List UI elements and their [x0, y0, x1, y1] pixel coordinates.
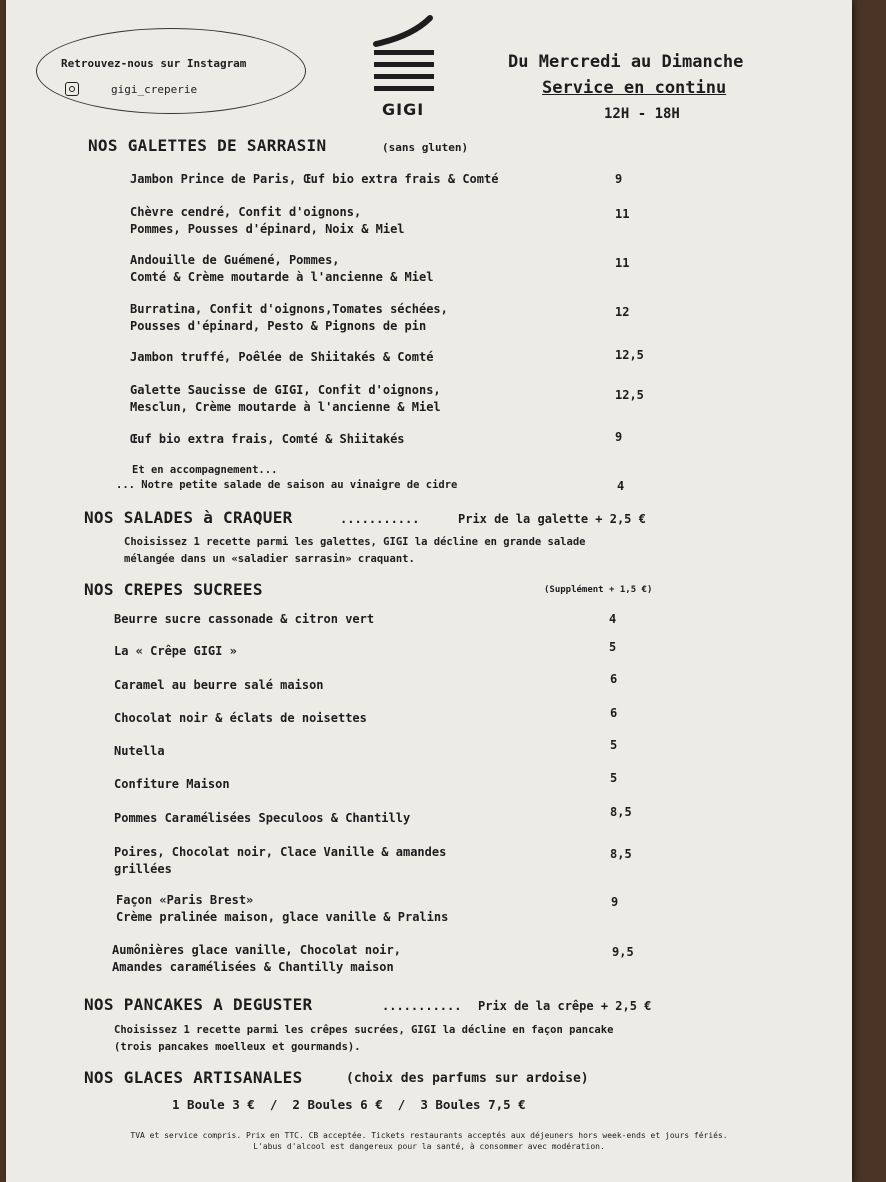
crepe-price-3: 6 [610, 672, 618, 686]
crepe-item-7: Pommes Caramélisées Speculoos & Chantilly [114, 811, 411, 825]
galette-price-5: 12,5 [615, 348, 644, 362]
menu-sheet [6, 0, 852, 1182]
galettes-subtitle: (sans gluten) [382, 141, 469, 154]
crepe-price-10: 9,5 [612, 945, 634, 959]
instagram-bubble [36, 28, 306, 114]
galette-price-6: 12,5 [615, 388, 644, 402]
salades-description: Choisissez 1 recette parmi les galettes, GIGI la décline en grande salade mélangée dans un «saladier sarrasin» craquant. [124, 536, 586, 565]
galette-item-3: Andouille de Guémené, Pommes, Comté & Crème moutarde à l'ancienne & Miel [130, 253, 434, 284]
side-intro: Et en accompagnement... [132, 464, 278, 476]
footer-line-1: TVA et service compris. Prix en TTC. CB acceptée. Tickets restaurants acceptés aux déjeuners hors week-ends et jours fériés. [130, 1131, 728, 1140]
instagram-title: Retrouvez-nous sur Instagram [61, 57, 247, 70]
galette-item-6: Galette Saucisse de GIGI, Confit d'oignons, Mesclun, Crème moutarde à l'ancienne & Miel [130, 383, 441, 414]
header-hours: 12H - 18H [604, 106, 680, 122]
crepe-item-1: Beurre sucre cassonade & citron vert [114, 612, 375, 626]
salades-price-note: Prix de la galette + 2,5 € [458, 512, 646, 526]
header-service: Service en continu [542, 78, 727, 98]
galette-item-5: Jambon truffé, Poêlée de Shiitakés & Comté [130, 350, 434, 364]
pancakes-description: Choisissez 1 recette parmi les crêpes sucrées, GIGI la décline en façon pancake (trois pancakes moelleux et gourmands). [114, 1024, 614, 1053]
brand-name: GIGI [382, 100, 425, 119]
crepe-price-9: 9 [611, 895, 619, 909]
crepe-item-4: Chocolat noir & éclats de noisettes [114, 711, 367, 725]
crepe-item-2: La « Crêpe GIGI » [114, 644, 237, 658]
crepe-price-7: 8,5 [610, 805, 632, 819]
galette-item-1: Jambon Prince de Paris, Œuf bio extra frais & Comté [130, 172, 499, 186]
salades-title: NOS SALADES à CRAQUER [84, 508, 293, 527]
galette-price-2: 11 [615, 207, 630, 221]
glaces-subtitle: (choix des parfums sur ardoise) [346, 1071, 589, 1086]
galette-price-1: 9 [615, 172, 623, 186]
galette-item-4: Burratina, Confit d'oignons,Tomates séchées, Pousses d'épinard, Pesto & Pignons de pin [130, 302, 448, 333]
crepe-price-4: 6 [610, 706, 618, 720]
galette-price-3: 11 [615, 256, 630, 270]
glaces-title: NOS GLACES ARTISANALES [84, 1068, 303, 1087]
glaces-prices: 1 Boule 3 € / 2 Boules 6 € / 3 Boules 7,5 € [172, 1097, 526, 1112]
footer-line-2: L'abus d'alcool est dangereux pour la santé, à consommer avec modération. [253, 1142, 605, 1151]
crepe-item-8: Poires, Chocolat noir, Clace Vanille & amandes grillées [114, 845, 447, 876]
crepe-item-3: Caramel au beurre salé maison [114, 678, 324, 692]
footer-legal [6, 1130, 852, 1152]
salades-dots: ........... [340, 512, 420, 526]
crepes-title: NOS CREPES SUCREES [84, 580, 263, 599]
galette-price-7: 9 [615, 430, 623, 444]
galette-item-2: Chèvre cendré, Confit d'oignons, Pommes, Pousses d'épinard, Noix & Miel [130, 205, 405, 236]
crepe-item-9: Façon «Paris Brest» Crème pralinée maison, glace vanille & Pralins [116, 893, 449, 924]
crepe-item-5: Nutella [114, 744, 165, 758]
crepe-price-6: 5 [610, 771, 618, 785]
crepe-price-5: 5 [610, 738, 618, 752]
crepe-item-10: Aumônières glace vanille, Chocolat noir, Amandes caramélisées & Chantilly maison [112, 943, 401, 974]
galettes-title: NOS GALETTES DE SARRASIN [88, 136, 327, 155]
crepe-price-1: 4 [609, 612, 617, 626]
pancakes-title: NOS PANCAKES A DEGUSTER [84, 995, 313, 1014]
instagram-handle: gigi_creperie [111, 83, 198, 96]
crepe-price-8: 8,5 [610, 847, 632, 861]
pancakes-price-note: Prix de la crêpe + 2,5 € [478, 999, 652, 1013]
pancakes-dots: ........... [382, 999, 462, 1013]
side-item: ... Notre petite salade de saison au vinaigre de cidre [116, 479, 458, 491]
crepe-price-2: 5 [609, 640, 617, 654]
crepe-item-6: Confiture Maison [114, 777, 230, 791]
crepes-supplement: (Supplément + 1,5 €) [544, 585, 653, 595]
side-price: 4 [617, 479, 625, 493]
galette-item-7: Œuf bio extra frais, Comté & Shiitakés [130, 432, 405, 446]
header-days: Du Mercredi au Dimanche [508, 52, 744, 72]
instagram-icon [65, 82, 79, 96]
galette-price-4: 12 [615, 305, 630, 319]
